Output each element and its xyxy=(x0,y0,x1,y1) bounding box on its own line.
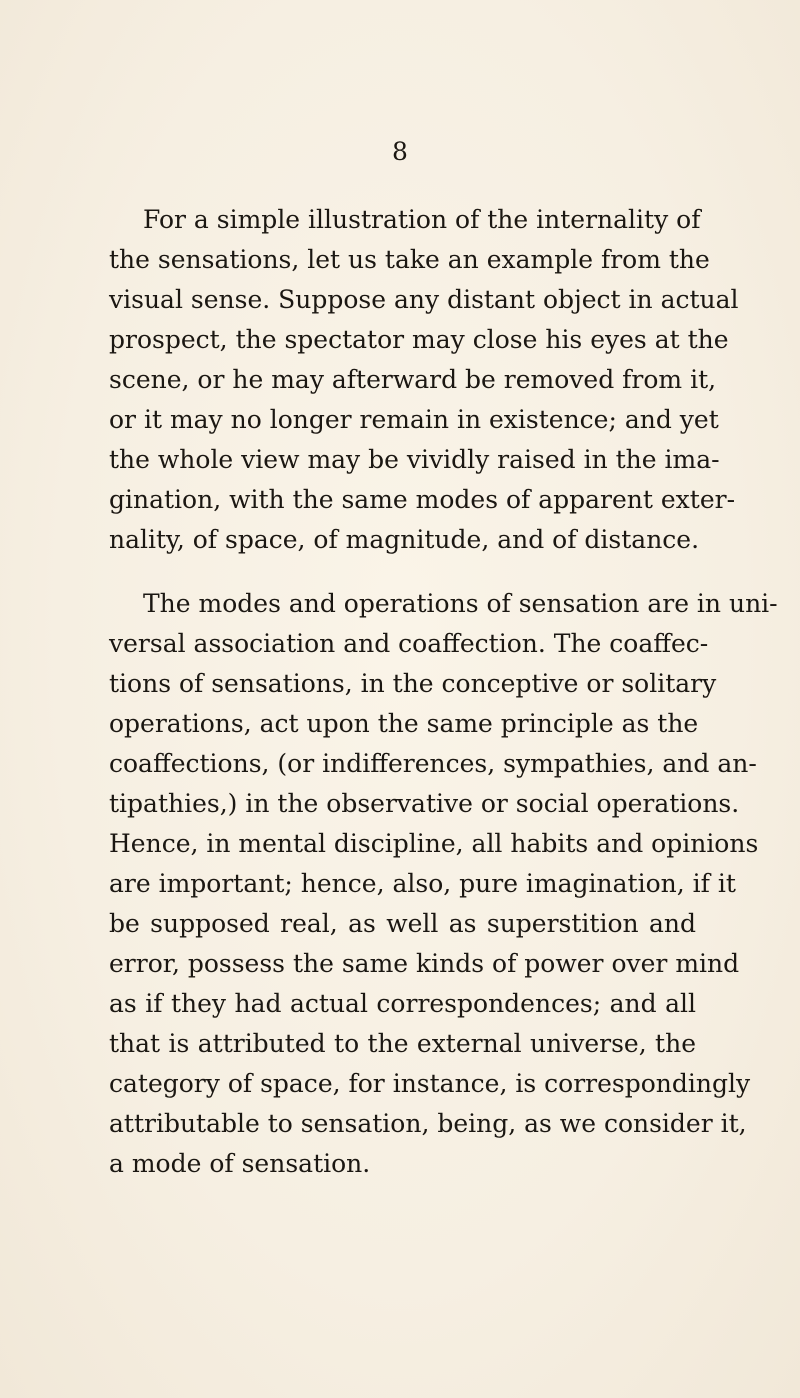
text-line: tions of sensations, in the conceptive or solitary xyxy=(109,669,717,698)
text-line: be supposed real, as well as superstition and xyxy=(109,909,696,938)
text-line: scene, or he may afterward be removed from it, xyxy=(109,365,717,394)
text-line: versal association and coaffection. The coaffec- xyxy=(109,629,709,658)
text-line: prospect, the spectator may close his eyes at the xyxy=(109,325,729,354)
text-line: gination, with the same modes of apparent exter- xyxy=(109,485,736,514)
text-line: coaffections, (or indifferences, sympathies, and an- xyxy=(109,749,757,778)
text-line: tipathies,) in the observative or social operations. xyxy=(109,789,740,818)
text-line: the whole view may be vividly raised in the ima- xyxy=(109,445,720,474)
paragraph-coaffection xyxy=(109,584,778,1184)
text-line: a mode of sensation. xyxy=(109,1149,371,1178)
text-line: or it may no longer remain in existence; and yet xyxy=(109,405,719,434)
text-line: For a simple illustration of the internality of xyxy=(143,205,701,234)
text-line: visual sense. Suppose any distant object in actual xyxy=(109,285,739,314)
text-line: are important; hence, also, pure imagination, if it xyxy=(109,869,736,898)
text-line: operations, act upon the same principle as the xyxy=(109,709,699,738)
text-line: attributable to sensation, being, as we consider it, xyxy=(109,1109,747,1138)
text-line: that is attributed to the external universe, the xyxy=(109,1029,696,1058)
text-line: Hence, in mental discipline, all habits and opinions xyxy=(109,829,759,858)
text-line: nality, of space, of magnitude, and of distance. xyxy=(109,525,700,554)
text-line: as if they had actual correspondences; and all xyxy=(109,989,696,1018)
page-number: 8 xyxy=(392,137,408,166)
text-line: The modes and operations of sensation are in uni- xyxy=(143,589,778,618)
text-line: category of space, for instance, is correspondingly xyxy=(109,1069,751,1098)
paragraph-internality xyxy=(109,200,739,560)
text-line: error, possess the same kinds of power over mind xyxy=(109,949,740,978)
text-line: the sensations, let us take an example from the xyxy=(109,245,710,274)
